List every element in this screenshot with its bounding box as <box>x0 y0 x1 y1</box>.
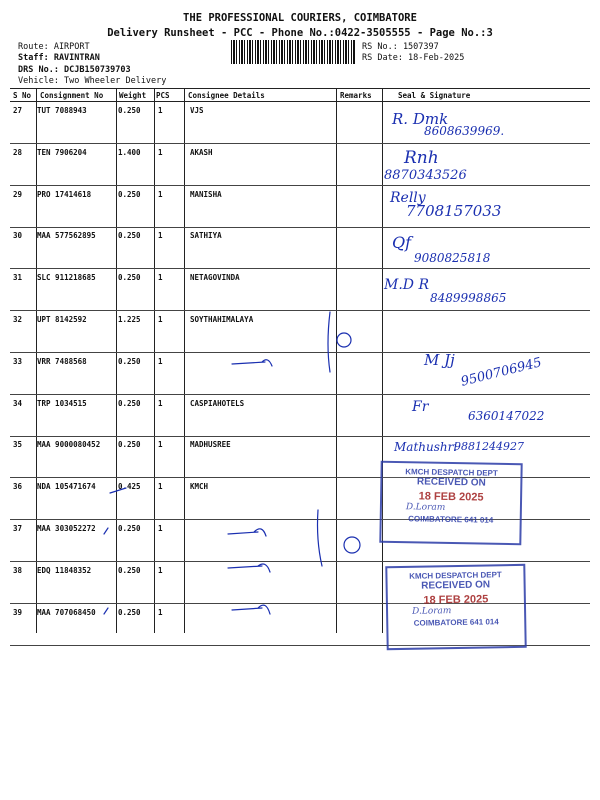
pen-stroke <box>228 529 266 536</box>
row-weight: 0.425 <box>118 482 141 492</box>
row-consignee: AKASH <box>190 147 213 157</box>
pen-circle <box>344 537 360 553</box>
row-pcs: 1 <box>158 524 163 533</box>
row-weight: 0.250 <box>118 106 141 115</box>
pen-stroke <box>228 564 270 572</box>
signature-name: Qf <box>392 233 412 253</box>
stamp-signature: D.Loram <box>405 502 446 513</box>
pen-stroke <box>104 528 108 534</box>
row-weight: 0.250 <box>118 273 141 283</box>
row-consignee: MADHUSREE <box>190 440 231 450</box>
row-sno: 35 <box>13 440 23 450</box>
runsheet-subtitle: Delivery Runsheet - PCC - Phone No.:0422-3505555 - Page No.:3 <box>107 27 493 39</box>
row-sno: 30 <box>13 231 23 241</box>
signature-name: M Jj <box>424 350 455 369</box>
row-sno: 27 <box>13 106 23 115</box>
signature-name: Relly <box>390 189 426 206</box>
row-weight: 0.250 <box>118 231 141 241</box>
row-sno: 34 <box>13 398 23 408</box>
row-pcs: 1 <box>158 398 163 408</box>
pen-stroke <box>318 510 323 566</box>
col-header-sno: S No <box>13 91 32 100</box>
row-pcs: 1 <box>158 231 163 241</box>
row-pcs: 1 <box>158 607 163 617</box>
signature-phone: 6360147022 <box>468 408 545 423</box>
company-title: THE PROFESSIONAL COURIERS, COIMBATORE <box>183 12 417 24</box>
row-consignment: MAA 577562895 <box>37 231 96 241</box>
row-pcs: 1 <box>158 565 163 575</box>
pen-stroke <box>104 608 108 614</box>
signature-phone: 9881244927 <box>454 440 524 454</box>
route: Route: AIRPORT <box>18 42 90 52</box>
row-weight: 1.400 <box>118 147 141 157</box>
signature-phone: 9500706945 <box>459 355 544 390</box>
row-pcs: 1 <box>158 440 163 450</box>
row-sno: 32 <box>13 315 23 324</box>
row-consignee: SOYTHAHIMALAYA <box>190 315 254 324</box>
col-header-consignee: Consignee Details <box>188 91 265 100</box>
row-pcs: 1 <box>158 273 163 283</box>
row-consignee: CASPIAHOTELS <box>190 398 245 408</box>
row-sno: 36 <box>13 482 23 492</box>
signature-name: R. Dmk <box>392 110 449 128</box>
col-header-remarks: Remarks <box>340 91 372 100</box>
col-header-weight: Weight <box>119 91 147 100</box>
pen-stroke <box>110 488 126 493</box>
stamp-received: RECEIVED ON <box>421 579 491 592</box>
stamp-dept: KMCH DESPATCH DEPT <box>409 570 502 581</box>
signature-name: Fr <box>412 398 429 415</box>
signature-phone: 8489998865 <box>430 291 507 306</box>
stamp-place: COIMBATORE 641 014 <box>408 514 494 525</box>
row-weight: 0.250 <box>118 398 141 408</box>
pen-circle <box>337 333 351 347</box>
signature-phone: 8870343526 <box>384 167 467 183</box>
signature-phone: 8608639969. <box>424 124 505 138</box>
row-sno: 33 <box>13 356 23 366</box>
col-header-consignment: Consignment No <box>40 91 104 100</box>
stamp-received: RECEIVED ON <box>416 476 486 489</box>
row-weight: 1.225 <box>118 315 141 324</box>
staff: Staff: RAVINTRAN <box>18 53 100 63</box>
stamp-dept: KMCH DESPATCH DEPT <box>405 467 498 478</box>
col-header-seal: Seal & Signature <box>398 91 471 100</box>
row-consignee: KMCH <box>190 482 209 492</box>
row-weight: 0.250 <box>118 565 141 575</box>
drs-number: DRS No.: DCJB150739703 <box>18 65 131 75</box>
row-pcs: 1 <box>158 315 163 324</box>
signature-phone: 9080825818 <box>414 251 491 266</box>
stamp-date: 18 FEB 2025 <box>423 593 489 607</box>
row-consignment: NDA 105471674 <box>37 482 96 492</box>
row-sno: 37 <box>13 524 23 533</box>
row-consignee: MANISHA <box>190 189 222 199</box>
row-sno: 39 <box>13 607 23 617</box>
row-pcs: 1 <box>158 356 163 366</box>
row-weight: 0.250 <box>118 607 141 617</box>
signature-name: M.D R <box>384 277 430 294</box>
row-consignment: TRP 1034515 <box>37 398 87 408</box>
row-pcs: 1 <box>158 189 163 199</box>
row-consignment: PRO 17414618 <box>37 189 92 199</box>
row-consignment: MAA 707068450 <box>37 607 96 617</box>
stamp-date: 18 FEB 2025 <box>418 490 484 504</box>
row-sno: 28 <box>13 147 23 157</box>
stamp-signature: D.Loram <box>411 606 452 617</box>
row-sno: 29 <box>13 189 23 199</box>
row-sno: 38 <box>13 565 23 575</box>
row-consignment: VRR 7488568 <box>37 356 87 366</box>
row-sno: 31 <box>13 273 23 283</box>
signature-phone: 7708157033 <box>406 201 502 220</box>
pen-stroke <box>232 360 272 366</box>
vehicle: Vehicle: Two Wheeler Delivery <box>18 76 167 86</box>
row-pcs: 1 <box>158 482 163 492</box>
row-weight: 0.250 <box>118 440 141 450</box>
signature-name: Rnh <box>404 147 439 168</box>
pen-stroke <box>328 312 330 372</box>
signature-name: Mathushri <box>394 440 458 455</box>
row-consignment: UPT 8142592 <box>37 315 87 324</box>
row-consignee: VJS <box>190 106 204 115</box>
row-consignment: MAA 9000080452 <box>37 440 101 450</box>
row-weight: 0.250 <box>118 189 141 199</box>
row-weight: 0.250 <box>118 356 141 366</box>
stamp-place: COIMBATORE 641 014 <box>413 617 499 628</box>
col-header-pcs: PCS <box>156 91 170 100</box>
rs-number: RS No.: 1507397 <box>362 42 439 52</box>
row-consignee: NETAGOVINDA <box>190 273 240 283</box>
row-consignment: SLC 911218685 <box>37 273 96 283</box>
row-consignment: EDQ 11848352 <box>37 565 92 575</box>
row-consignment: TUT 7088943 <box>37 106 87 115</box>
row-weight: 0.250 <box>118 524 141 533</box>
pen-stroke <box>232 605 270 614</box>
row-consignment: MAA 303052272 <box>37 524 96 533</box>
row-pcs: 1 <box>158 106 163 115</box>
row-pcs: 1 <box>158 147 163 157</box>
row-consignment: TEN 7906204 <box>37 147 87 157</box>
row-consignee: SATHIYA <box>190 231 222 241</box>
rs-date: RS Date: 18-Feb-2025 <box>362 53 465 63</box>
